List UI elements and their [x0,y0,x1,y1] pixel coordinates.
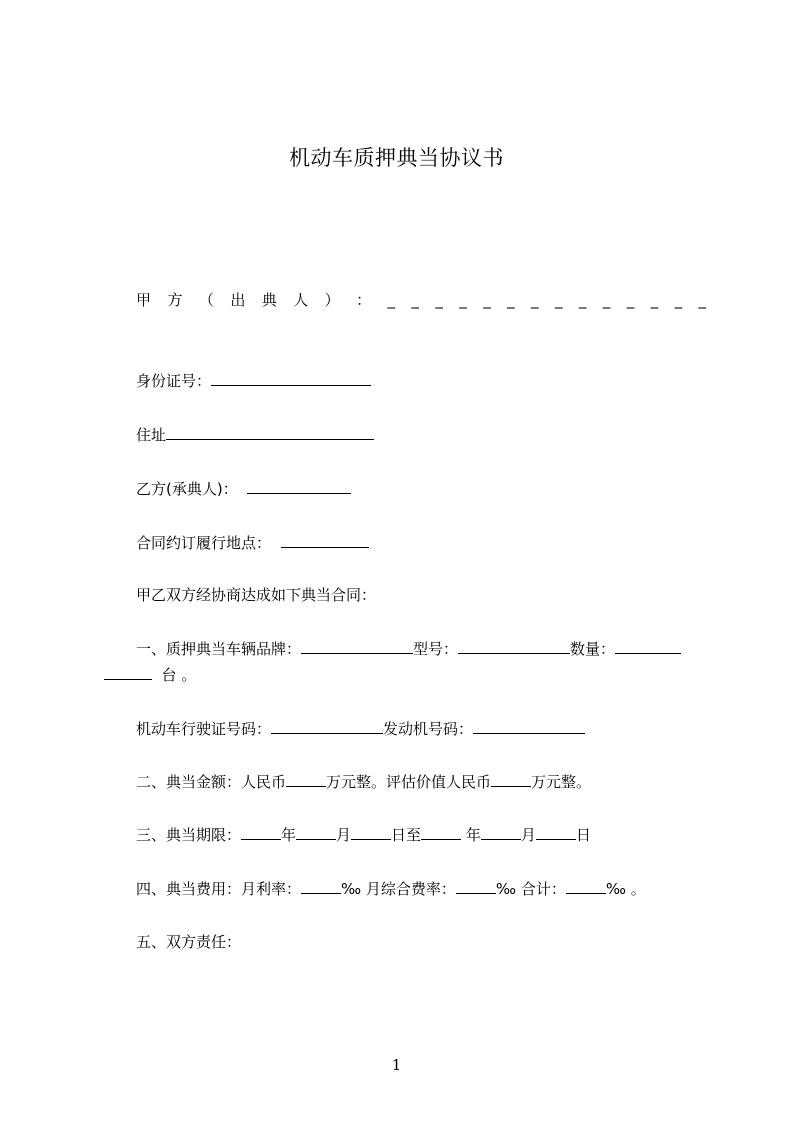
document-title: 机动车质押典当协议书 [289,146,504,170]
clause-5-line: 五、双方责任： [136,933,242,951]
clause-2-mid: 万元整。评估价值人民币 [326,773,492,791]
party-a-blank: _ [411,291,419,309]
clause-4-line [136,878,646,899]
party-a-blank: _ [531,291,539,309]
start-day-blank[interactable] [351,824,391,840]
clause-2-suffix: 万元整。 [531,773,592,791]
party-a-blank: _ [554,291,563,309]
party-a-char: （ [198,291,214,309]
party-a-blank: _ [435,291,443,309]
day-to-label: 日至 [391,826,422,844]
address-label: 住址 [136,426,167,444]
party-a-blank: _ [650,291,659,309]
id-number-line [136,370,371,391]
quantity-blank-continued[interactable] [104,664,152,680]
clause-4-prefix: 四、典当费用：月利率： [136,880,302,898]
clause-1-continuation [104,664,196,685]
location-label: 合同约订履行地点： [136,534,272,552]
permille-1: ‰ 月综合费率： [341,880,456,898]
engine-label: 发动机号码： [383,720,474,738]
day-label-2: 日 [575,826,591,844]
license-blank[interactable] [271,718,383,734]
brand-blank[interactable] [301,638,413,654]
party-a-char: 人 [293,291,309,309]
quantity-unit: 台 。 [161,666,197,684]
party-a-char: 出 [230,291,246,309]
id-number-label: 身份证号： [136,372,212,390]
permille-3: ‰ 。 [605,880,646,898]
model-blank[interactable] [458,638,570,654]
party-a-blank: _ [602,291,611,309]
amount-blank[interactable] [286,771,326,787]
month-label-2: 月 [520,826,536,844]
total-blank[interactable] [566,878,606,894]
agreement-intro: 甲乙双方经协商达成如下典当合同： [136,586,377,604]
party-a-blank: _ [674,291,683,309]
party-b-line [136,478,351,499]
end-year-blank[interactable] [421,824,461,840]
model-label: 型号： [413,640,459,658]
party-a-blank: _ [698,291,706,309]
clause-3-line [136,824,591,845]
party-a-char: ： [356,291,372,309]
start-month-blank[interactable] [296,824,336,840]
page-number: 1 [391,1056,402,1074]
composite-rate-blank[interactable] [456,878,496,894]
party-a-char: 方 [167,291,183,309]
clause-1-prefix: 一、质押典当车辆品牌： [136,640,302,658]
monthly-rate-blank[interactable] [301,878,341,894]
party-a-blank: _ [626,291,635,309]
party-a-blank: _ [507,291,515,309]
party-a-blank: _ [483,291,491,309]
end-day-blank[interactable] [536,824,576,840]
license-label: 机动车行驶证号码： [136,720,272,738]
vehicle-numbers-line [136,718,585,739]
id-number-blank[interactable] [211,370,371,386]
party-a-blank: _ [578,291,587,309]
clause-2-prefix: 二、典当金额：人民币 [136,773,287,791]
party-a-blank: _ [459,291,467,309]
party-a-char: ） [324,291,340,309]
year-label: 年 [281,826,297,844]
quantity-label: 数量： [570,640,616,658]
start-year-blank[interactable] [241,824,281,840]
party-b-blank[interactable] [247,478,351,494]
end-month-blank[interactable] [481,824,521,840]
party-a-blank: _ [387,291,395,309]
location-line [136,532,369,553]
party-a-line [136,290,706,310]
address-line [136,424,374,445]
address-blank[interactable] [166,424,374,440]
clause-1-line [136,638,681,659]
quantity-blank[interactable] [615,638,681,654]
party-a-char: 甲 [136,291,152,309]
party-b-label: 乙方(承典人)： [136,480,238,498]
year-label-2: 年 [461,826,481,844]
party-a-char: 典 [261,291,277,309]
clause-2-line [136,771,591,792]
clause-3-prefix: 三、典当期限： [136,826,242,844]
valuation-blank[interactable] [491,771,531,787]
permille-2: ‰ 合计： [495,880,566,898]
month-label: 月 [336,826,352,844]
engine-blank[interactable] [473,718,585,734]
location-blank[interactable] [281,532,369,548]
